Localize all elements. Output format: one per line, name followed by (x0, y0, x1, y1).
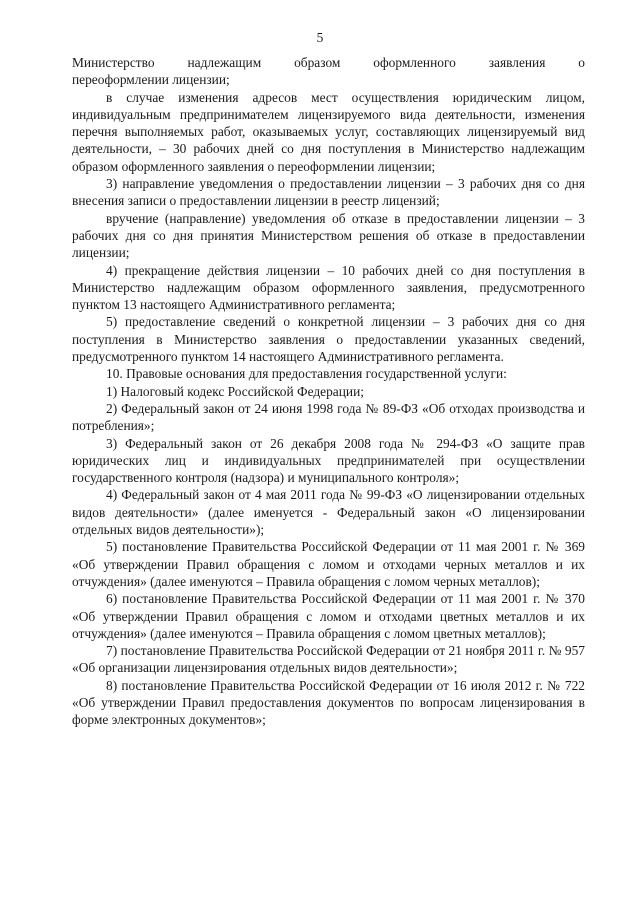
lead-paragraph (72, 54, 585, 89)
paragraph-legal-basis: 10. Правовые основания для предоставления государственной услуги: (106, 366, 507, 382)
text-line: Министерство надлежащим образом оформленного заявления о (72, 55, 585, 70)
paragraph-termination: 4) прекращение действия лицензии – 10 рабочих дней со дня поступления в Министерство надлежащим образом оформленного заявления, предусмотренного пунктом 13 настоящего Административного регламента; (72, 262, 585, 313)
legal-item-7: 7) постановление Правительства Российской Федерации от 21 ноября 2011 г. № 957 «Об организации лицензирования отдельных видов деятельности»; (72, 643, 585, 676)
legal-item-8: 8) постановление Правительства Российской Федерации от 16 июля 2012 г. № 722 «Об утверждении Правил предоставления документов по вопросам лицензирования в форме электронных документов»; (72, 677, 585, 728)
legal-item-4: 4) Федеральный закон от 4 мая 2011 года № 99-ФЗ «О лицензировании отдельных видов деятельности» (далее именуется - Федеральный закон «О лицензировании отдельных видов деятельности»); (72, 487, 585, 538)
text-line: переоформлении лицензии; (72, 72, 230, 88)
legal-item-3: 3) Федеральный закон от 26 декабря 2008 года № 294-ФЗ «О защите прав юридических лиц и индивидуальных предпринимателей при осуществлении государственного контроля (надзора) и муниципального контроля»; (72, 435, 585, 486)
page-number: 5 (316, 30, 324, 45)
legal-item-1: 1) Налоговый кодекс Российской Федерации; (106, 383, 364, 399)
paragraph-notice-refusal: вручение (направление) уведомления об отказе в предоставлении лицензии – 3 рабочих дня со дня принятия Министерством решения об отказе в предоставлении лицензии; (72, 210, 585, 261)
legal-item-5: 5) постановление Правительства Российской Федерации от 11 мая 2001 г. № 369 «Об утверждении Правил обращения с ломом и отходами черных металлов и их отчуждения» (далее именуются – Правила обращения с ломом черных металлов); (72, 539, 585, 589)
legal-item-2: 2) Федеральный закон от 24 июня 1998 года № 89-ФЗ «Об отходах производства и потребления»; (72, 400, 585, 434)
paragraph-address-change: в случае изменения адресов мест осуществления юридическим лицом, индивидуальным предпринимателем лицензируемого вида деятельности, изменения перечня выполняемых работ, оказываемых услуг, составляющих лицензируемый вид деятельности, – 30 рабочих дней со дня поступления в Министерство надлежащим образом оформленного заявления о переоформлении лицензии; (72, 89, 585, 174)
paragraph-info: 5) предоставление сведений о конкретной лицензии – 3 рабочих дня со дня поступления в Министерство заявления о предоставлении указанных сведений, предусмотренного пунктом 14 настоящего Административного регламента. (72, 314, 585, 365)
legal-item-6: 6) постановление Правительства Российской Федерации от 11 мая 2001 г. № 370 «Об утверждении Правил обращения с ломом и отходами цветных металлов и их отчуждения» (далее именуются – Правила обращения с ломом цветных металлов); (72, 591, 585, 641)
document-body (72, 54, 585, 729)
paragraph-notice-grant: 3) направление уведомления о предоставлении лицензии – 3 рабочих дня со дня внесения записи о предоставлении лицензии в реестр лицензий; (72, 176, 585, 209)
